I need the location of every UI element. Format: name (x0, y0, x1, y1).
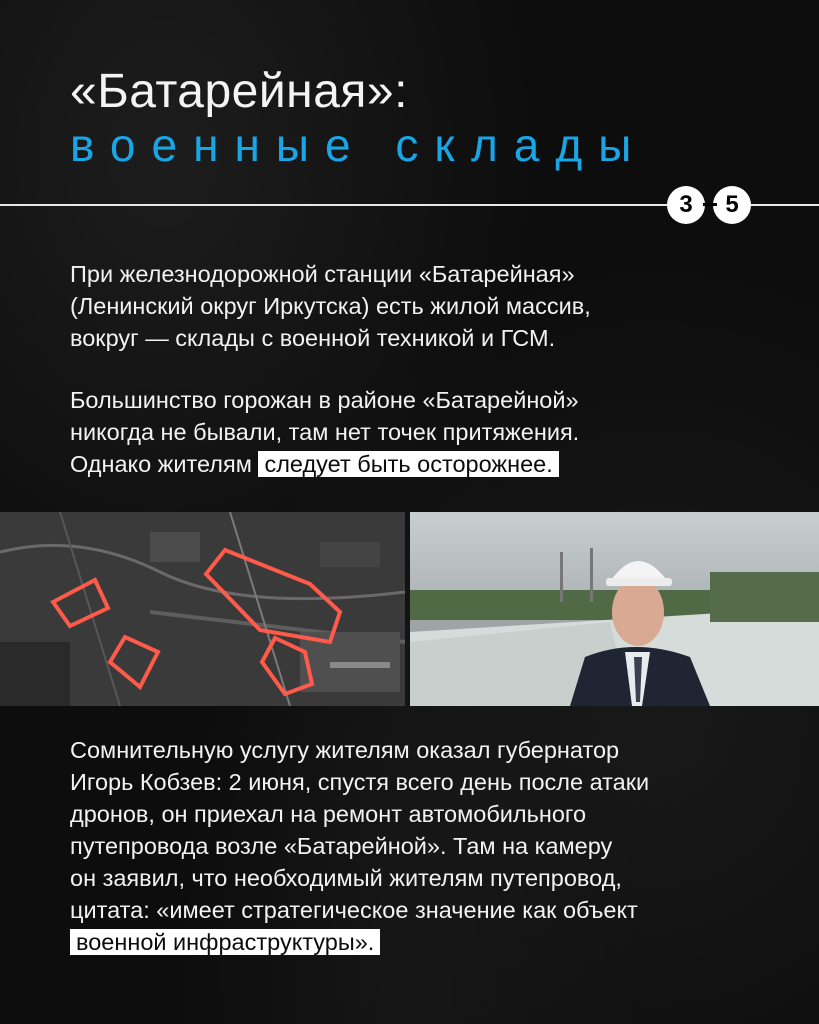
highlighted-text: следует быть осторожнее. (258, 451, 558, 477)
pager-separator (703, 203, 717, 206)
text-line (70, 926, 790, 958)
page-subtitle: военные склады (70, 119, 648, 171)
text-line: Игорь Кобзев: 2 июня, спустя всего день после атаки (70, 769, 650, 795)
text-line: (Ленинский округ Иркутска) есть жилой массив, (70, 293, 591, 319)
text-line: путепровода возле «Батарейной». Там на камеру (70, 833, 613, 859)
text-line (70, 448, 770, 480)
text-line: Сомнительную услугу жителям оказал губернатор (70, 737, 620, 763)
current-page-badge: 3 (667, 186, 705, 224)
text-line: вокруг — склады с военной техникой и ГСМ. (70, 325, 556, 351)
text-line: При железнодорожной станции «Батарейная» (70, 261, 575, 287)
text-fragment: Однако жителям (70, 451, 259, 477)
governor-photo-image (410, 512, 819, 706)
text-line: цитата: «имеет стратегическое значение как объект (70, 897, 638, 923)
text-line: он заявил, что необходимый жителям путепровод, (70, 865, 622, 891)
total-pages-badge: 5 (713, 186, 751, 224)
image-strip (0, 512, 819, 706)
governor-photo-graphic (410, 512, 819, 706)
satellite-map-image (0, 512, 405, 706)
page-title: «Батарейная»: (70, 65, 408, 118)
warning-paragraph (70, 384, 770, 480)
page-indicator (667, 186, 757, 224)
text-line: Большинство горожан в районе «Батарейной» (70, 387, 579, 413)
text-line: дронов, он приехал на ремонт автомобильного (70, 801, 587, 827)
satellite-map-graphic (0, 512, 405, 706)
highlighted-text: военной инфраструктуры». (70, 929, 380, 955)
text-line: никогда не бывали, там нет точек притяжения. (70, 419, 580, 445)
governor-paragraph (70, 734, 790, 958)
intro-paragraph (70, 258, 770, 354)
divider (0, 204, 680, 206)
